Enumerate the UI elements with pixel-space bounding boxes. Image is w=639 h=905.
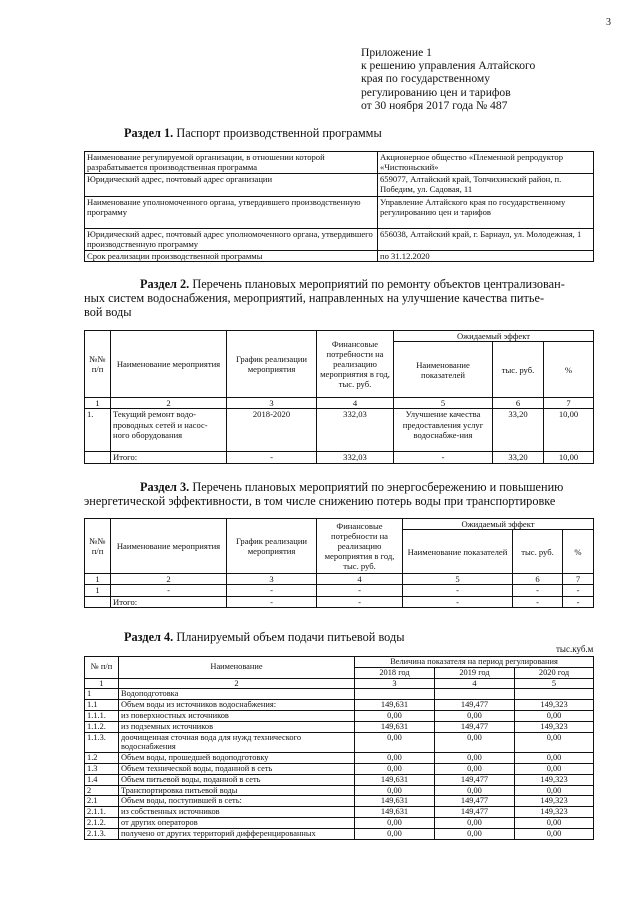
table-row <box>85 585 594 596</box>
passport-table <box>84 151 594 262</box>
header-num: №№ п/п <box>85 519 111 574</box>
page-number: 3 <box>606 17 611 28</box>
header-year-2018: 2018 год <box>355 667 435 678</box>
table-row <box>85 828 594 839</box>
cell-name: Объем воды, прошедшей водоподготовку <box>119 753 355 764</box>
cell-2019: 0,00 <box>435 817 515 828</box>
cell-name: Объем технической воды, поданной в сеть <box>119 763 355 774</box>
col-number: 1 <box>85 574 111 585</box>
cell-indicator: - <box>403 585 513 596</box>
cell-indicator: - <box>394 452 493 463</box>
cell-indicator: - <box>403 596 513 607</box>
table-row <box>85 763 594 774</box>
passport-cell-value: 659077, Алтайский край, Топчихинский район, п. Победим, ул. Садовая, 11 <box>378 174 594 197</box>
units-label: тыс.куб.м <box>556 644 594 654</box>
table-row <box>85 807 594 818</box>
cell-2020: 149,323 <box>515 796 594 807</box>
col-number: 4 <box>317 398 394 409</box>
col-number: 4 <box>435 678 515 689</box>
table-row <box>85 732 594 753</box>
passport-cell-label: Наименование уполномоченного органа, утвердившего производственную программу <box>85 197 378 229</box>
col-number: 1 <box>85 398 111 409</box>
cell-2020: 149,323 <box>515 700 594 711</box>
cell-num: 2 <box>85 785 119 796</box>
section3-title-line: энергетической эффективности, в том числе снижению потерь воды при транспортировке <box>84 494 556 509</box>
table-row <box>85 689 594 700</box>
cell-2019: 0,00 <box>435 753 515 764</box>
appendix-line: от 30 ноября 2017 года № 487 <box>361 98 508 112</box>
header-year-2019: 2019 год <box>435 667 515 678</box>
cell-2018: 0,00 <box>355 785 435 796</box>
cell-2020: 0,00 <box>515 785 594 796</box>
passport-cell-label: Юридический адрес, почтовый адрес уполномоченного органа, утвердившего производственную программу <box>85 229 378 251</box>
column-number-row <box>85 574 594 585</box>
cell-name: от других операторов <box>119 817 355 828</box>
cell-schedule: - <box>227 596 317 607</box>
header-effect: Ожидаемый эффект <box>394 331 594 342</box>
section2-title <box>84 277 593 320</box>
cell-finance: 332,03 <box>317 409 394 452</box>
table-row <box>85 721 594 732</box>
cell-num <box>85 596 111 607</box>
cell-2019: 0,00 <box>435 785 515 796</box>
table-row <box>85 774 594 785</box>
header-indicator: Наименование показателей <box>394 342 493 398</box>
table-header-row <box>85 657 594 668</box>
col-number: 2 <box>111 574 227 585</box>
header-num: № п/п <box>85 657 119 679</box>
col-number: 4 <box>317 574 403 585</box>
table-row <box>85 229 594 251</box>
water-volume-body <box>85 689 594 839</box>
table-row <box>85 409 594 452</box>
section3-title <box>84 480 593 508</box>
cell-name: Объем воды, поступившей в сеть: <box>119 796 355 807</box>
cell-2020: 0,00 <box>515 828 594 839</box>
header-name: Наименование мероприятия <box>111 331 227 398</box>
cell-2019: 0,00 <box>435 732 515 753</box>
section2-title-line: ных систем водоснабжения, мероприятий, направленных на улучшение качества питье- <box>84 291 545 306</box>
cell-2018: 0,00 <box>355 753 435 764</box>
cell-2020: 0,00 <box>515 817 594 828</box>
water-volume-table <box>84 656 594 840</box>
cell-2020: 149,323 <box>515 774 594 785</box>
cell-2018: 0,00 <box>355 828 435 839</box>
energy-measures-table <box>84 518 594 608</box>
cell-num: 1.2 <box>85 753 119 764</box>
cell-finance: - <box>317 585 403 596</box>
header-effect: Ожидаемый эффект <box>403 519 594 530</box>
passport-cell-label: Срок реализации производственной программы <box>85 251 378 262</box>
cell-percent: 10,00 <box>544 452 594 463</box>
cell-name: Итого: <box>111 452 227 463</box>
col-number: 5 <box>515 678 594 689</box>
cell-num: 1.1.3. <box>85 732 119 753</box>
cell-num: 1.1 <box>85 700 119 711</box>
col-number: 5 <box>394 398 493 409</box>
cell-2018: 149,631 <box>355 721 435 732</box>
table-row <box>85 174 594 197</box>
table-total-row <box>85 452 594 463</box>
section2-title-line: Перечень плановых мероприятий по ремонту объектов централизован- <box>189 277 565 291</box>
cell-thousand: 33,20 <box>493 452 544 463</box>
passport-cell-value: по 31.12.2020 <box>378 251 594 262</box>
header-name: Наименование <box>119 657 355 679</box>
cell-2020: 0,00 <box>515 763 594 774</box>
table-row <box>85 197 594 229</box>
header-schedule: График реализации мероприятия <box>227 331 317 398</box>
header-finance: Финансовые потребности на реализацию мероприятия в год, тыс. руб. <box>317 519 403 574</box>
cell-finance: 332,03 <box>317 452 394 463</box>
cell-name: Итого: <box>111 596 227 607</box>
section1-title <box>124 126 382 140</box>
table-row <box>85 152 594 174</box>
passport-cell-label: Наименование регулируемой организации, в отношении которой разрабатывается производственная программа <box>85 152 378 174</box>
cell-2019: 149,477 <box>435 807 515 818</box>
col-number: 5 <box>403 574 513 585</box>
cell-num: 1.1.1. <box>85 710 119 721</box>
cell-2018: 0,00 <box>355 817 435 828</box>
table-header-row <box>85 519 594 530</box>
cell-num: 1.4 <box>85 774 119 785</box>
cell-2018: 0,00 <box>355 763 435 774</box>
cell-indicator: Улучшение качества предоставления услуг водоснабже-ния <box>394 409 493 452</box>
col-number: 7 <box>563 574 594 585</box>
cell-2018 <box>355 689 435 700</box>
table-header-row <box>85 331 594 342</box>
cell-percent: - <box>563 585 594 596</box>
header-thousand: тыс. руб. <box>513 530 563 574</box>
table-row <box>85 753 594 764</box>
cell-name: из поверхностных источников <box>119 710 355 721</box>
table-row <box>85 817 594 828</box>
cell-schedule: - <box>227 585 317 596</box>
appendix-line: регулированию цен и тарифов <box>361 85 511 99</box>
cell-num: 1.3 <box>85 763 119 774</box>
table-total-row <box>85 596 594 607</box>
cell-2020: 0,00 <box>515 753 594 764</box>
column-number-row <box>85 678 594 689</box>
cell-2018: 0,00 <box>355 710 435 721</box>
cell-2018: 149,631 <box>355 700 435 711</box>
passport-cell-value: Акционерное общество «Племенной репродуктор «Чистюньский» <box>378 152 594 174</box>
column-number-row <box>85 398 594 409</box>
cell-num: 1 <box>85 689 119 700</box>
cell-num: 2.1 <box>85 796 119 807</box>
header-name: Наименование мероприятия <box>111 519 227 574</box>
table-row <box>85 251 594 262</box>
header-year-2020: 2020 год <box>515 667 594 678</box>
header-thousand: тыс. руб. <box>493 342 544 398</box>
cell-2020: 0,00 <box>515 710 594 721</box>
section1-title-text: Паспорт производственной программы <box>173 126 382 140</box>
cell-2019 <box>435 689 515 700</box>
cell-num: 1. <box>85 409 111 452</box>
col-number: 6 <box>513 574 563 585</box>
cell-num: 2.1.3. <box>85 828 119 839</box>
cell-2019: 149,477 <box>435 721 515 732</box>
cell-percent: 10,00 <box>544 409 594 452</box>
header-percent: % <box>544 342 594 398</box>
cell-2020 <box>515 689 594 700</box>
cell-thousand: - <box>513 596 563 607</box>
table-row <box>85 785 594 796</box>
section2-title-line: вой воды <box>84 305 132 320</box>
cell-2019: 149,477 <box>435 796 515 807</box>
appendix-line: Приложение 1 <box>361 46 432 59</box>
cell-finance: - <box>317 596 403 607</box>
appendix-line: к решению управления Алтайского <box>361 59 536 73</box>
cell-percent: - <box>563 596 594 607</box>
appendix-line: края по государственному <box>361 72 491 86</box>
cell-name: Объем питьевой воды, поданной в сеть <box>119 774 355 785</box>
cell-num <box>85 452 111 463</box>
passport-cell-value: Управление Алтайского края по государственному регулированию цен и тарифов <box>378 197 594 229</box>
cell-2018: 149,631 <box>355 774 435 785</box>
passport-cell-value: 656038, Алтайский край, г. Барнаул, ул. Молодежная, 1 <box>378 229 594 251</box>
section4-title-text: Планируемый объем подачи питьевой воды <box>173 630 405 644</box>
col-number: 3 <box>227 398 317 409</box>
header-num: №№ п/п <box>85 331 111 398</box>
header-indicator: Наименование показателей <box>403 530 513 574</box>
appendix-heading <box>361 46 535 112</box>
cell-name: Объем воды из источников водоснабжения: <box>119 700 355 711</box>
section2-label: Раздел 2. <box>140 277 190 291</box>
cell-2019: 0,00 <box>435 710 515 721</box>
repair-measures-table <box>84 330 594 464</box>
cell-name: Транспортировка питьевой воды <box>119 785 355 796</box>
cell-name: Водоподготовка <box>119 689 355 700</box>
col-number: 3 <box>355 678 435 689</box>
cell-schedule: 2018-2020 <box>227 409 317 452</box>
col-number: 3 <box>227 574 317 585</box>
cell-2020: 0,00 <box>515 732 594 753</box>
section1-label: Раздел 1. <box>124 126 174 140</box>
cell-schedule: - <box>227 452 317 463</box>
table-row <box>85 710 594 721</box>
cell-num: 2.1.2. <box>85 817 119 828</box>
col-number: 7 <box>544 398 594 409</box>
cell-2020: 149,323 <box>515 721 594 732</box>
cell-2019: 149,477 <box>435 700 515 711</box>
cell-thousand: - <box>513 585 563 596</box>
header-finance: Финансовые потребности на реализацию мероприятия в год, тыс. руб. <box>317 331 394 398</box>
cell-name: - <box>111 585 227 596</box>
table-row <box>85 700 594 711</box>
cell-num: 1.1.2. <box>85 721 119 732</box>
section3-title-line: Перечень плановых мероприятий по энергосбережению и повышению <box>189 480 564 494</box>
cell-2018: 0,00 <box>355 732 435 753</box>
cell-thousand: 33,20 <box>493 409 544 452</box>
col-number: 1 <box>85 678 119 689</box>
cell-name: из подземных источников <box>119 721 355 732</box>
cell-2019: 0,00 <box>435 763 515 774</box>
table-row <box>85 796 594 807</box>
cell-name: из собственных источников <box>119 807 355 818</box>
passport-cell-label: Юридический адрес, почтовый адрес организации <box>85 174 378 197</box>
col-number: 2 <box>119 678 355 689</box>
header-percent: % <box>563 530 594 574</box>
cell-2020: 149,323 <box>515 807 594 818</box>
header-schedule: График реализации мероприятия <box>227 519 317 574</box>
cell-num: 2.1.1. <box>85 807 119 818</box>
cell-2019: 149,477 <box>435 774 515 785</box>
col-number: 2 <box>111 398 227 409</box>
cell-name: получено от других территорий дифференцированных <box>119 828 355 839</box>
cell-name: доочищенная сточная вода для нужд технического водоснабжения <box>119 732 355 753</box>
cell-name: Текущий ремонт водо-проводных сетей и насос-ного оборудования <box>111 409 227 452</box>
section4-label: Раздел 4. <box>124 630 174 644</box>
col-number: 6 <box>493 398 544 409</box>
section3-label: Раздел 3. <box>140 480 190 494</box>
header-period: Величина показателя на период регулирования <box>355 657 594 668</box>
cell-2018: 149,631 <box>355 807 435 818</box>
cell-num: 1 <box>85 585 111 596</box>
section4-title <box>124 630 404 644</box>
cell-2018: 149,631 <box>355 796 435 807</box>
cell-2019: 0,00 <box>435 828 515 839</box>
